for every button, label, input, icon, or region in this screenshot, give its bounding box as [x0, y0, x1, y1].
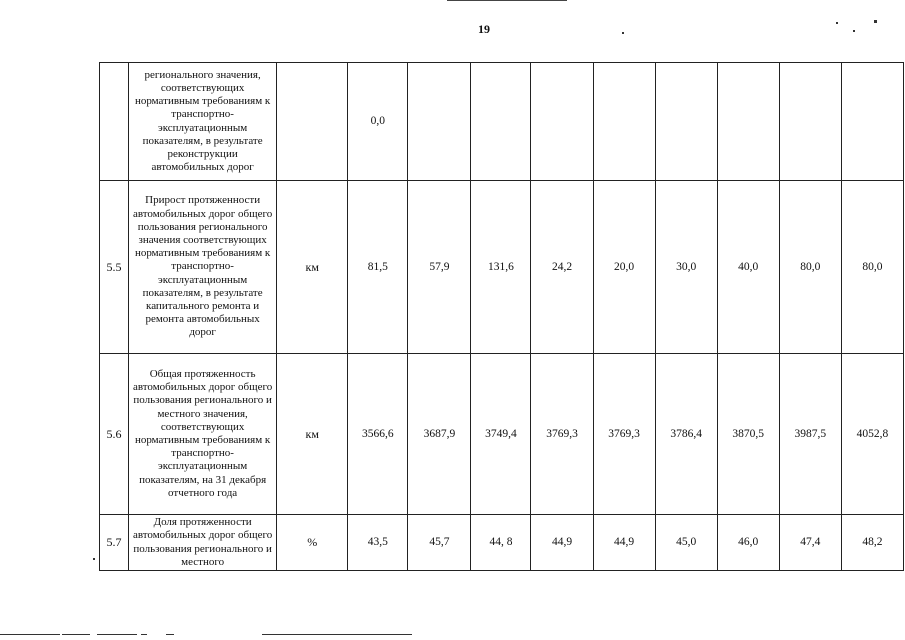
value-cell: 48,2 [841, 515, 903, 571]
value-cell [531, 63, 593, 181]
value-cell [471, 63, 531, 181]
value-cell [655, 63, 717, 181]
value-cell: 45,7 [408, 515, 471, 571]
value-cell: 3687,9 [408, 354, 471, 515]
value-cell [717, 63, 779, 181]
scan-speck [93, 558, 95, 560]
value-cell: 131,6 [471, 181, 531, 354]
unit-cell: % [277, 515, 348, 571]
value-cell: 46,0 [717, 515, 779, 571]
value-cell: 80,0 [779, 181, 841, 354]
indicator-name: регионального значения, соответствующих нормативным требованиям к транспортно-эксплуатационным показателям, в результате реконструкции автомобильных дорог [129, 63, 277, 181]
value-cell: 81,5 [348, 181, 408, 354]
table-row [100, 354, 904, 515]
footer-rule [166, 634, 174, 635]
footer-rule [262, 634, 412, 635]
value-cell: 44, 8 [471, 515, 531, 571]
indicator-name: Доля протяженности автомобильных дорог общего пользования регионального и местного [129, 515, 277, 571]
row-number: 5.7 [100, 515, 129, 571]
value-cell: 43,5 [348, 515, 408, 571]
row-number [100, 63, 129, 181]
value-cell: 3786,4 [655, 354, 717, 515]
scan-speck [622, 32, 624, 34]
table-row [100, 63, 904, 181]
value-cell: 44,9 [593, 515, 655, 571]
value-cell [408, 63, 471, 181]
value-cell: 3749,4 [471, 354, 531, 515]
footer-rule [62, 634, 90, 635]
value-cell: 0,0 [348, 63, 408, 181]
value-cell: 3987,5 [779, 354, 841, 515]
page-number: 19 [478, 22, 490, 36]
indicator-name: Общая протяженность автомобильных дорог общего пользования регионального и местного значения, соответствующих нормативным требованиям к транспортно-эксплуатационным показателям, на 31 декабря отчетного года [129, 354, 277, 515]
table-row [100, 515, 904, 571]
table-row [100, 181, 904, 354]
value-cell: 80,0 [841, 181, 903, 354]
row-number: 5.5 [100, 181, 129, 354]
value-cell: 3769,3 [531, 354, 593, 515]
row-number: 5.6 [100, 354, 129, 515]
value-cell: 3566,6 [348, 354, 408, 515]
value-cell: 3769,3 [593, 354, 655, 515]
unit-cell: км [277, 181, 348, 354]
value-cell [779, 63, 841, 181]
top-rule [447, 0, 567, 1]
value-cell: 4052,8 [841, 354, 903, 515]
footer-rule [141, 634, 147, 635]
value-cell: 45,0 [655, 515, 717, 571]
value-cell: 3870,5 [717, 354, 779, 515]
footer-rule [0, 634, 60, 635]
value-cell: 47,4 [779, 515, 841, 571]
value-cell [841, 63, 903, 181]
value-cell: 20,0 [593, 181, 655, 354]
value-cell: 30,0 [655, 181, 717, 354]
unit-cell [277, 63, 348, 181]
indicator-name: Прирост протяженности автомобильных дорог общего пользования регионального значения соответствующих нормативным требованиям к транспортно-эксплуатационным показателям, в результате капитального ремонта и ремонта автомобильных дорог [129, 181, 277, 354]
value-cell: 57,9 [408, 181, 471, 354]
value-cell [593, 63, 655, 181]
scan-speck [874, 20, 877, 23]
table-body [100, 63, 904, 571]
value-cell: 40,0 [717, 181, 779, 354]
value-cell: 24,2 [531, 181, 593, 354]
scan-speck [836, 22, 838, 24]
value-cell: 44,9 [531, 515, 593, 571]
unit-cell: км [277, 354, 348, 515]
footer-rule [97, 634, 137, 635]
indicators-table [99, 62, 904, 571]
scan-speck [853, 30, 855, 32]
